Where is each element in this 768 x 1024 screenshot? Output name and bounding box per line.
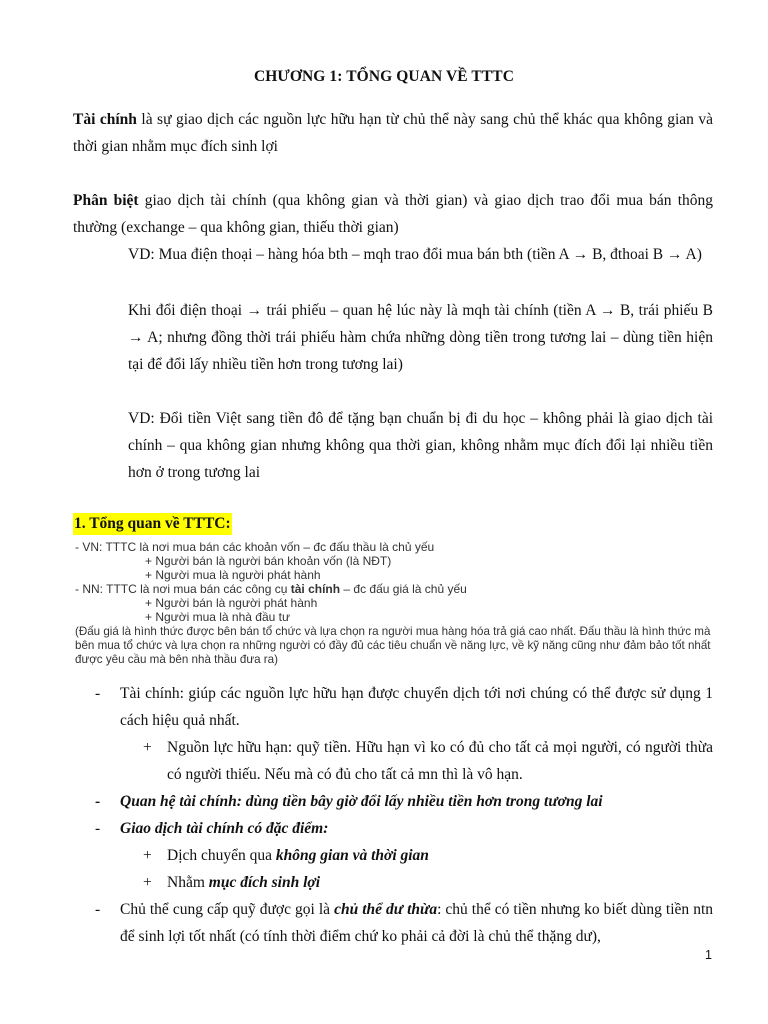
example-3: VD: Đổi tiền Việt sang tiền đô để tặng bạn chuẩn bị đi du học – không phải là giao dịch tài chính – qua không gian nhưng không qua thời gian, không nhằm mục đích đổi lại nhiều tiền hơn ở trong tương lai bbox=[128, 410, 713, 481]
distinction-text: giao dịch tài chính (qua không gian và thời gian) và giao dịch trao đổi mua bán thông thường (exchange – qua không gian, thiếu thời gian) bbox=[73, 192, 713, 236]
definition-paragraph bbox=[73, 106, 713, 160]
auction-bidding-note: (Đấu giá là hình thức được bên bán tổ chức và lựa chọn ra người mua hàng hóa trả giá cao nhất. Đấu thầu là hình thức mà bên mua tổ chức và lựa chọn ra những người có đầy đủ các tiêu chuẩn về năng lực, về kỹ năng cũng như đảm bảo tốt nhất được yêu cầu mà bên nhà thầu đưa ra) bbox=[75, 625, 711, 666]
distinction-term: Phân biệt bbox=[73, 192, 139, 209]
bullet-text: Chủ thể cung cấp quỹ được gọi là chủ thể dư thừa: chủ thể có tiền nhưng ko biết dùng tiền ntn để sinh lợi tốt nhất (có tính thời điểm chứ ko phải cả đời là chủ thể thặng dư), bbox=[120, 901, 713, 945]
section-heading-1: 1. Tổng quan về TTTC: bbox=[73, 513, 232, 535]
dash-marker: - bbox=[95, 820, 101, 837]
sub-bullet-text: Nhằm mục đích sinh lợi bbox=[167, 874, 321, 891]
nn-line: - NN: TTTC là nơi mua bán các công cụ tài chính – đc đấu giá là chủ yếu bbox=[75, 582, 467, 596]
dash-marker: - bbox=[95, 685, 101, 702]
bullet-text: Tài chính: giúp các nguồn lực hữu hạn được chuyển dịch tới nơi chúng có thể được sử dụng 1 cách hiệu quả nhất. bbox=[120, 685, 713, 729]
embedded-note-image bbox=[75, 540, 715, 681]
vn-seller-line: + Người bán là người bán khoản vốn (là NĐT) bbox=[145, 554, 392, 568]
bullet-item bbox=[95, 680, 713, 734]
distinction-paragraph bbox=[73, 187, 713, 241]
definition-text: là sự giao dịch các nguồn lực hữu hạn từ chủ thể này sang chủ thể khác qua không gian và thời gian nhằm mục đích sinh lợi bbox=[73, 111, 713, 155]
bullet-text: Giao dịch tài chính có đặc điểm: bbox=[120, 820, 329, 837]
sub-bullet-item bbox=[143, 734, 713, 788]
dash-marker: - bbox=[95, 901, 101, 918]
bullet-text: Quan hệ tài chính: dùng tiền bây giờ đổi lấy nhiều tiền hơn trong tương lai bbox=[120, 793, 603, 810]
sub-bullet-item bbox=[143, 842, 713, 869]
bullet-item bbox=[95, 815, 713, 842]
page-number: 1 bbox=[705, 948, 712, 962]
example-1: VD: Mua điện thoại – hàng hóa bth – mqh trao đổi mua bán bth (tiền A → B, đthoai B → A) bbox=[128, 246, 702, 263]
nn-seller-line: + Người bán là người phát hành bbox=[145, 596, 318, 610]
plus-marker: + bbox=[143, 847, 152, 864]
sub-bullet-text: Dịch chuyển qua không gian và thời gian bbox=[167, 847, 429, 864]
plus-marker: + bbox=[143, 874, 152, 891]
vn-line: - VN: TTTC là nơi mua bán các khoản vốn – đc đấu thầu là chủ yếu bbox=[75, 540, 435, 554]
sub-bullet-item bbox=[143, 869, 713, 896]
dash-marker: - bbox=[95, 793, 101, 810]
example-2: Khi đổi điện thoại → trái phiếu – quan hệ lúc này là mqh tài chính (tiền A → B, trái phiếu B → A; nhưng đồng thời trái phiếu hàm chứa những dòng tiền trong tương lai – dùng tiền hiện tại để đổi lấy nhiều tiền hơn trong tương lai) bbox=[128, 302, 713, 373]
nn-buyer-line: + Người mua là nhà đầu tư bbox=[145, 610, 291, 624]
bullet-item bbox=[95, 788, 713, 815]
definition-term: Tài chính bbox=[73, 111, 137, 128]
sub-bullet-text: Nguồn lực hữu hạn: quỹ tiền. Hữu hạn vì ko có đủ cho tất cả mọi người, có người thừa có người thiếu. Nếu mà có đủ cho tất cả mn thì là vô hạn. bbox=[167, 739, 713, 783]
vn-buyer-line: + Người mua là người phát hành bbox=[145, 568, 321, 582]
bullet-item bbox=[95, 896, 713, 950]
chapter-title: CHƯƠNG 1: TỔNG QUAN VỀ TTTC bbox=[253, 68, 515, 85]
plus-marker: + bbox=[143, 739, 152, 756]
